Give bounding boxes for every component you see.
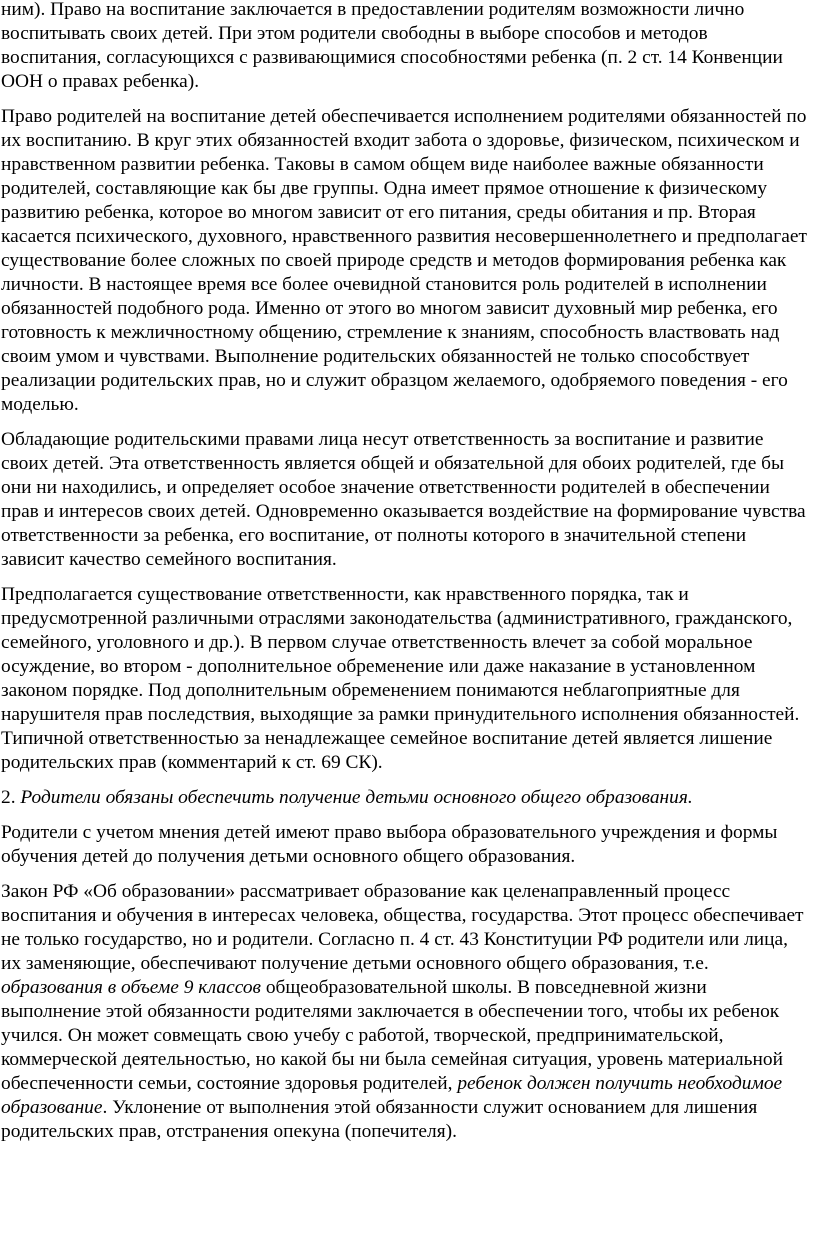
paragraph-text: Предполагается существование ответственности, как нравственного порядка, так и предусмотренной различными отраслями законодательства (административного, гражданского, семейного, уголовного и др.). В первом случае ответственность влечет за собой моральное осуждение, во втором - дополнительное обременение или даже наказание в установленном законом порядке. Под дополнительным обременением понимаются неблагоприятные для нарушителя прав последствия, выходящие за рамки принудительного исполнения обязанностей. Типичной ответственностью за ненадлежащее семейное воспитание детей является лишение родительских прав (комментарий к ст. 69 СК). — [1, 584, 800, 773]
paragraph-text: ним). Право на воспитание заключается в предоставлении родителям возможности лично воспитывать своих детей. При этом родители свободны в выборе способов и методов воспитания, согласующихся с развивающимися способностями ребенка (п. 2 ст. 14 Конвенции ООН о правах ребенка). — [1, 0, 783, 92]
paragraph-text: Родители с учетом мнения детей имеют право выбора образовательного учреждения и формы обучения детей до получения детьми основного общего образования. — [1, 822, 778, 867]
paragraph-education-law — [1, 880, 810, 1144]
paragraph-school-choice — [1, 821, 810, 869]
item-number: 2. — [1, 787, 21, 808]
paragraph-parental-upbringing-right — [1, 0, 810, 94]
paragraph-text: общеобразовательной школы. В повседневной жизни выполнение этой обязанности родителями заключается в обеспечении того, чтобы их ребенок учился. Он может совмещать свою учебу с работой, творческой, предпринимательской, коммерческой деятельностью, но какой бы ни была семейная ситуация, уровень материальной обеспеченности семьи, состояние здоровья родителей, — [1, 977, 783, 1094]
italic-text: Родители обязаны обеспечить получение детьми основного общего образования. — [20, 787, 693, 808]
italic-text: образования в объеме 9 классов — [1, 977, 261, 998]
paragraph-types-of-responsibility — [1, 583, 810, 775]
paragraph-education-duty-heading — [1, 786, 810, 810]
paragraph-text: Закон РФ «Об образовании» рассматривает образование как целенаправленный процесс воспитания и обучения в интересах человека, общества, государства. Этот процесс обеспечивает не только государство, но и родители. Согласно п. 4 ст. 43 Конституции РФ родители или лица, их заменяющие, обеспечивают получение детьми основного общего образования, т.е. — [1, 881, 804, 974]
paragraph-text: Обладающие родительскими правами лица несут ответственность за воспитание и развитие своих детей. Эта ответственность является общей и обязательной для обоих родителей, где бы они ни находились, и определяет особое значение ответственности родителей в обеспечении прав и интересов своих детей. Одновременно оказывается воздействие на формирование чувства ответственности за ребенка, его воспитание, от полноты которого в значительной степени зависит качество семейного воспитания. — [1, 429, 806, 570]
paragraph-parental-duties — [1, 105, 810, 417]
paragraph-parental-responsibility — [1, 428, 810, 572]
paragraph-text: Право родителей на воспитание детей обеспечивается исполнением родителями обязанностей по их воспитанию. В круг этих обязанностей входит забота о здоровье, физическом, психическом и нравственном развитии ребенка. Таковы в самом общем виде наиболее важные обязанности родителей, составляющие как бы две группы. Одна имеет прямое отношение к физическому развитию ребенка, которое во многом зависит от его питания, среды обитания и пр. Вторая касается психического, духовного, нравственного развития несовершеннолетнего и предполагает существование более сложных по своей природе средств и методов формирования ребенка как личности. В настоящее время все более очевидной становится роль родителей в исполнении обязанностей подобного рода. Именно от этого во многом зависит духовный мир ребенка, его готовность к межличностному общению, стремление к знаниям, способность властвовать над своим умом и чувствами. Выполнение родительских обязанностей не только способствует реализации родительских прав, но и служит образцом желаемого, одобряемого поведения - его моделью. — [1, 106, 807, 415]
italic-text: ребенок должен получить необходимое образование — [1, 1073, 783, 1118]
paragraph-text: . Уклонение от выполнения этой обязанности служит основанием для лишения родительских прав, отстранения опекуна (попечителя). — [1, 1097, 758, 1142]
